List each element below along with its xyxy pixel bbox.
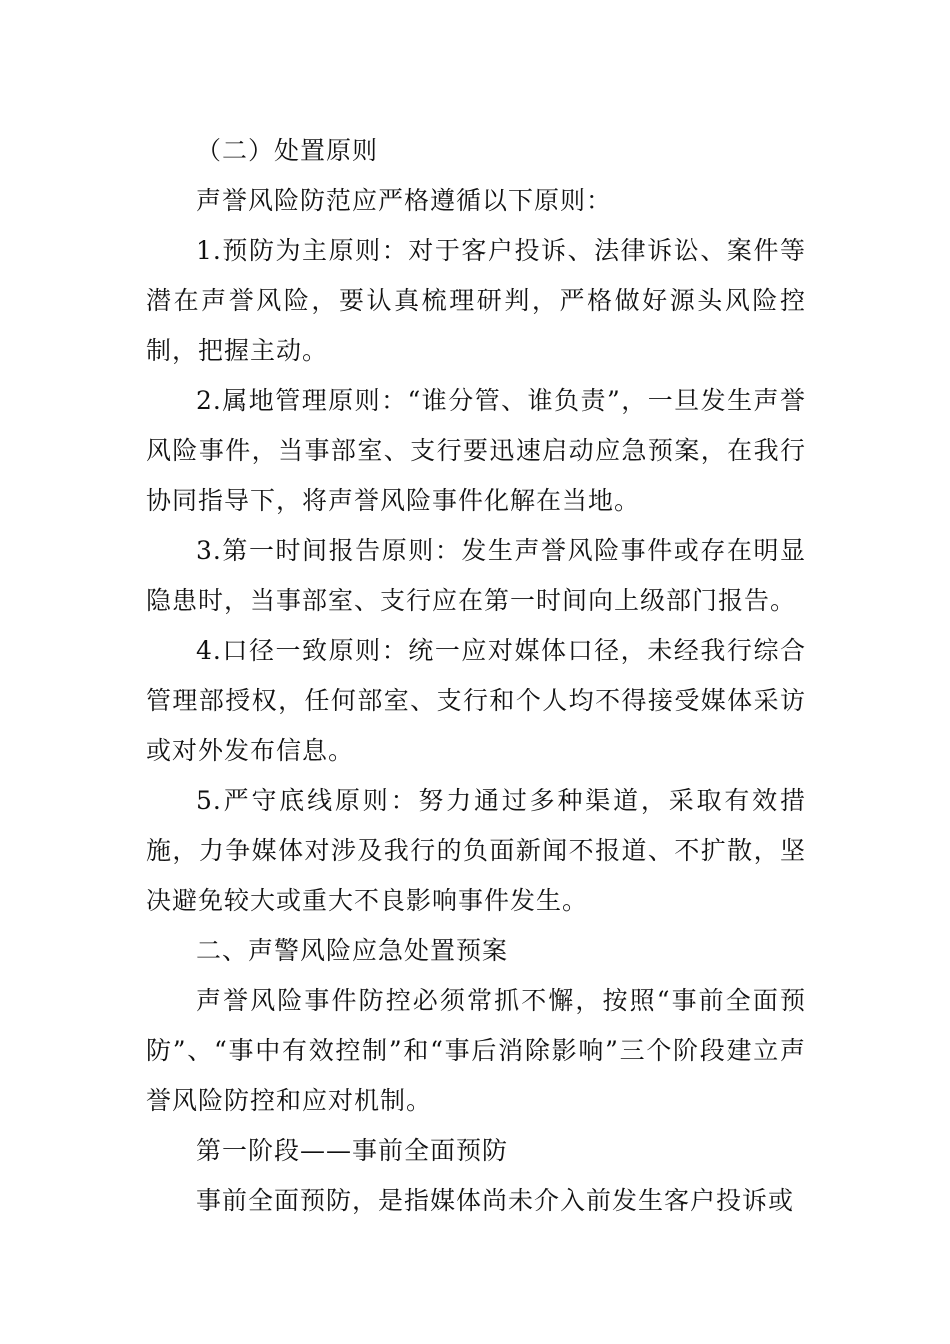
paragraph-principle-5: 5.严守底线原则：努力通过多种渠道，采取有效措施，力争媒体对涉及我行的负面新闻不报道、不扩散，坚决避免较大或重大不良影响事件发生。 (146, 786, 806, 915)
paragraph-principle-2: 2.属地管理原则：“谁分管、谁负责”，一旦发生声誉风险事件，当事部室、支行要迅速启动应急预案，在我行协同指导下，将声誉风险事件化解在当地。 (146, 386, 806, 515)
section-heading-emergency-plan: 二、声警风险应急处置预案 (196, 936, 509, 965)
document-body (146, 126, 806, 1226)
paragraph-stage-one-intro: 事前全面预防，是指媒体尚未介入前发生客户投诉或 (196, 1186, 795, 1215)
section-heading-disposal-principles: （二）处置原则 (196, 136, 379, 165)
paragraph-principle-3: 3.第一时间报告原则：发生声誉风险事件或存在明显隐患时，当事部室、支行应在第一时间向上级部门报告。 (146, 536, 806, 615)
subheading-stage-one: 第一阶段——事前全面预防 (196, 1136, 509, 1165)
paragraph-principle-1: 1.预防为主原则：对于客户投诉、法律诉讼、案件等潜在声誉风险，要认真梳理研判，严格做好源头风险控制，把握主动。 (146, 236, 806, 365)
paragraph-principles-intro: 声誉风险防范应严格遵循以下原则： (196, 186, 613, 215)
paragraph-prevention-mechanism: 声誉风险事件防控必须常抓不懈，按照“事前全面预防”、“事中有效控制”和“事后消除影响”三个阶段建立声誉风险防控和应对机制。 (146, 986, 806, 1115)
paragraph-principle-4: 4.口径一致原则：统一应对媒体口径，未经我行综合管理部授权，任何部室、支行和个人均不得接受媒体采访或对外发布信息。 (146, 636, 806, 765)
